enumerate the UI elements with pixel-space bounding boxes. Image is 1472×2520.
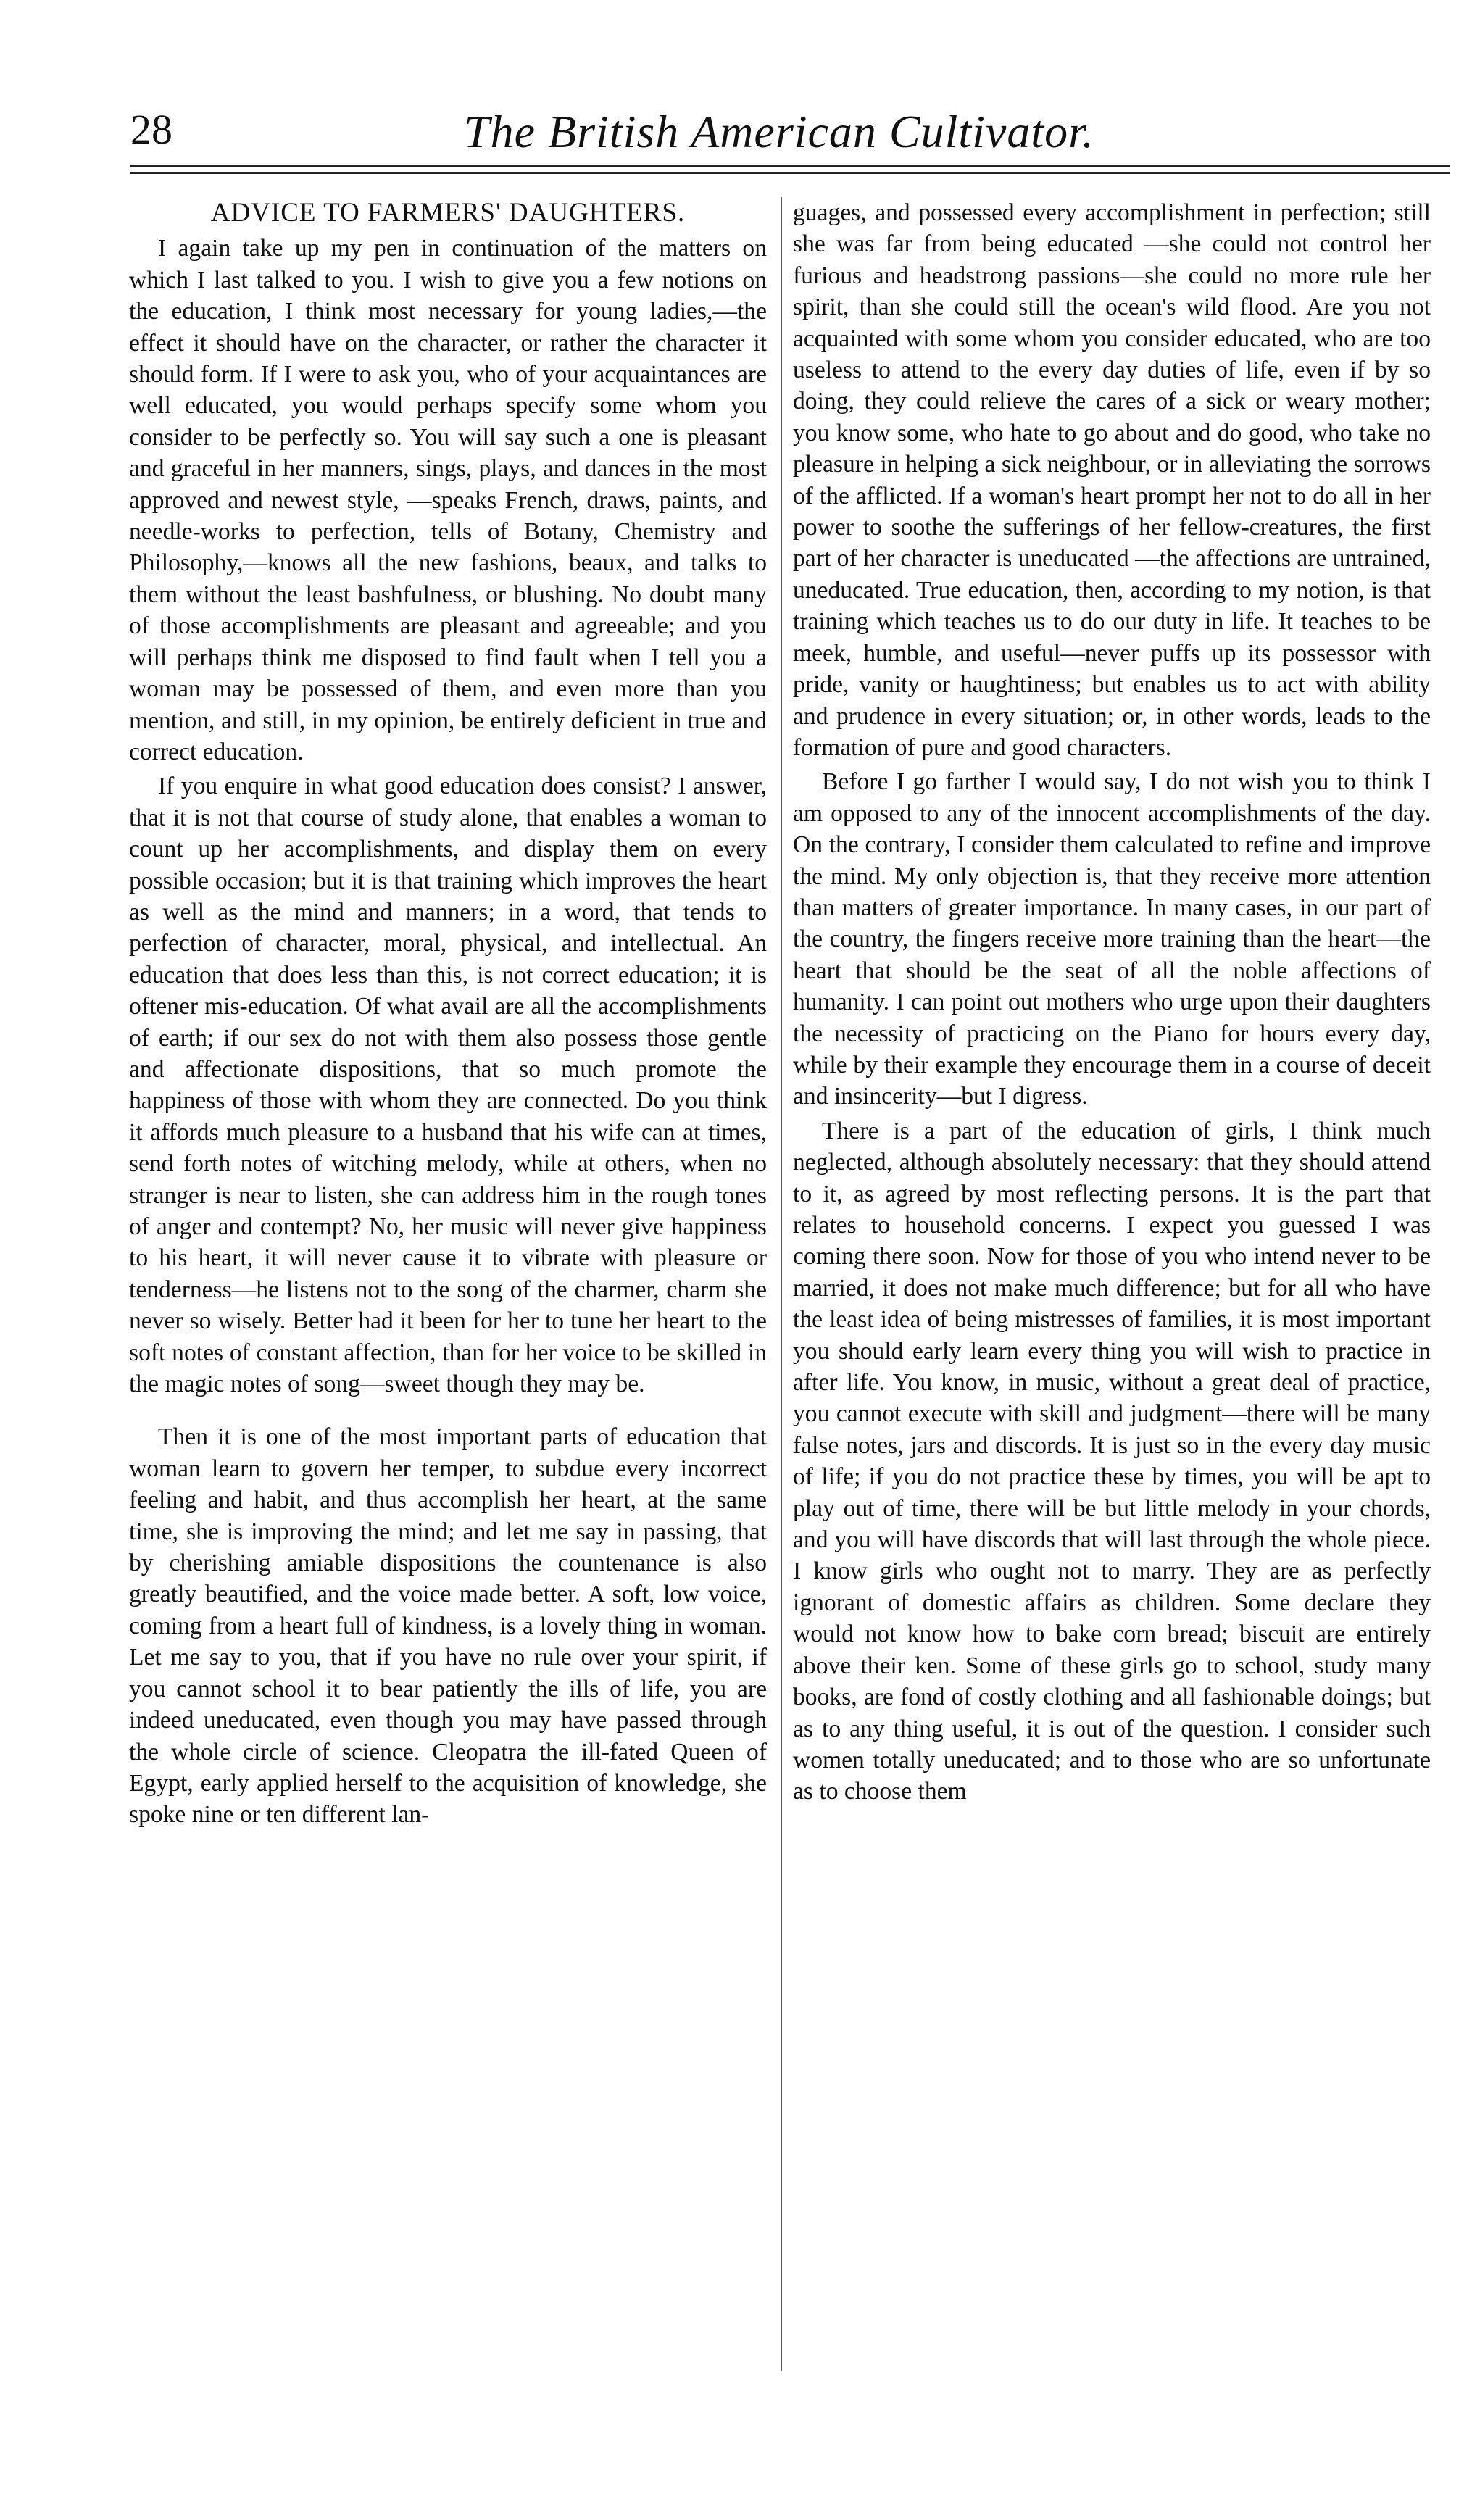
- left-column: [129, 197, 767, 1831]
- paragraph: I again take up my pen in continuation of the matters on which I last talked to you. I wish to give you a few notions on the education, I think most necessary for young ladies,—the effect it should have on the character, or rather the character it should form. If I were to ask you, who of your acquaintances are well educated, you would perhaps specify some whom you consider to be perfectly so. You will say such a one is pleasant and graceful in her manners, sings, plays, and dances in the most approved and newest style, —speaks French, draws, paints, and needle-works to perfection, tells of Botany, Chemistry and Philosophy,—knows all the new fashions, beaux, and talks to them without the least bashfulness, or blushing. No doubt many of those accomplishments are pleasant and agreeable; and you will perhaps think me disposed to find fault when I tell you a woman may be possessed of them, and even more than you mention, and still, in my opinion, be entirely deficient in true and correct education.: [129, 235, 767, 765]
- article-title: ADVICE TO FARMERS' DAUGHTERS.: [210, 198, 686, 228]
- page-number: 28: [130, 106, 172, 153]
- header-rule: [130, 165, 1450, 167]
- running-title: The British American Cultivator.: [464, 106, 1094, 157]
- paragraph: guages, and possessed every accomplishment in perfection; still she was far from being educated —she could not control her furious and headstrong passions—she could no more rule her spirit, than she could still the ocean's wild flood. Are you not acquainted with some whom you consider educated, who are too useless to attend to the every day duties of life, even if by so doing, they could relieve the cares of a sick or weary mother; you know some, who hate to go about and do good, who take no pleasure in helping a sick neighbour, or in alleviating the sorrows of the afflicted. If a woman's heart prompt her not to do all in her power to soothe the sufferings of her fellow-creatures, the first part of her character is uneducated —the affections are untrained, uneducated. True education, then, according to my notion, is that training which teaches us to do our duty in life. It teaches to be meek, humble, and useful—never puffs up its possessor with pride, vanity or haughtiness; but enables us to act with ability and prudence in every situation; or, in other words, leads to the formation of pure and good characters.: [793, 199, 1431, 761]
- paragraph: There is a part of the education of girls, I think much neglected, although absolutely necessary: that they should attend to it, as agreed by most reflecting persons. It is the part that relates to household concerns. I expect you guessed I was coming there soon. Now for those of you who intend never to be married, it does not make much difference; but for all who have the least idea of being mistresses of families, it is most important you should early learn every thing you will wish to practice in after life. You know, in music, without a great deal of practice, you cannot execute with skill and judgment—there will be many false notes, jars and discords. It is just so in the every day music of life; if you do not practice these by times, you will be apt to play out of time, there will be but little melody in your chords, and you will have discords that will last through the whole piece. I know girls who ought not to marry. They are as perfectly ignorant of domestic affairs as children. Some declare they would not know how to bake corn bread; biscuit are entirely above their ken. Some of these girls go to school, study many books, are fond of costly clothing and all fashionable doings; but as to any thing useful, it is out of the question. I consider such women totally uneducated; and to those who are so unfortunate as to choose them: [793, 1117, 1431, 1805]
- paragraph: Then it is one of the most important parts of education that woman learn to govern her temper, to subdue every incorrect feeling and habit, and thus accomplish her heart, at the same time, she is improving the mind; and let me say in passing, that by cherishing amiable dispositions the countenance is also greatly beautified, and the voice made better. A soft, low voice, coming from a heart full of kindness, is a lovely thing in woman. Let me say to you, that if you have no rule over your spirit, if you cannot school it to bear patiently the ills of life, you are indeed uneducated, even though you may have passed through the whole circle of science. Cleopatra the ill-fated Queen of Egypt, early applied herself to the acquisition of knowledge, she spoke nine or ten different lan-: [129, 1423, 767, 1829]
- paragraph: If you enquire in what good education does consist? I answer, that it is not that course of study alone, that enables a woman to count up her accomplishments, and display them on every possible occasion; but it is that training which improves the heart as well as the mind and manners; in a word, that tends to perfection of character, moral, physical, and intellectual. An education that does less than this, is not correct education; it is oftener mis-education. Of what avail are all the accomplishments of earth; if our sex do not with them also possess those gentle and affectionate dispositions, that so much promote the happiness of those with whom they are connected. Do you think it affords much pleasure to a husband that his wife can at times, send forth notes of witching melody, while at others, when no stranger is near to listen, she can address him in the rough tones of anger and contempt? No, her music will never give happiness to his heart, it will never cause it to vibrate with pleasure or tenderness—he listens not to the song of the charmer, charm she never so wisely. Better had it been for her to tune her heart to the soft notes of constant affection, than for her voice to be skilled in the magic notes of song—sweet though they may be.: [129, 773, 767, 1398]
- column-divider: [781, 197, 782, 2371]
- paragraph: Before I go farther I would say, I do not wish you to think I am opposed to any of the innocent accomplishments of the day. On the contrary, I consider them calculated to refine and improve the mind. My only objection is, that they receive more attention than matters of greater importance. In many cases, in our part of the country, the fingers receive more training than the heart—the heart that should be the seat of all the noble affections of humanity. I can point out mothers who urge upon their daughters the necessity of practicing on the Piano for hours every day, while by their example they encourage them in a course of deceit and insincerity—but I digress.: [793, 768, 1431, 1110]
- header-rule-secondary: [130, 172, 1450, 174]
- right-column: [793, 197, 1431, 1808]
